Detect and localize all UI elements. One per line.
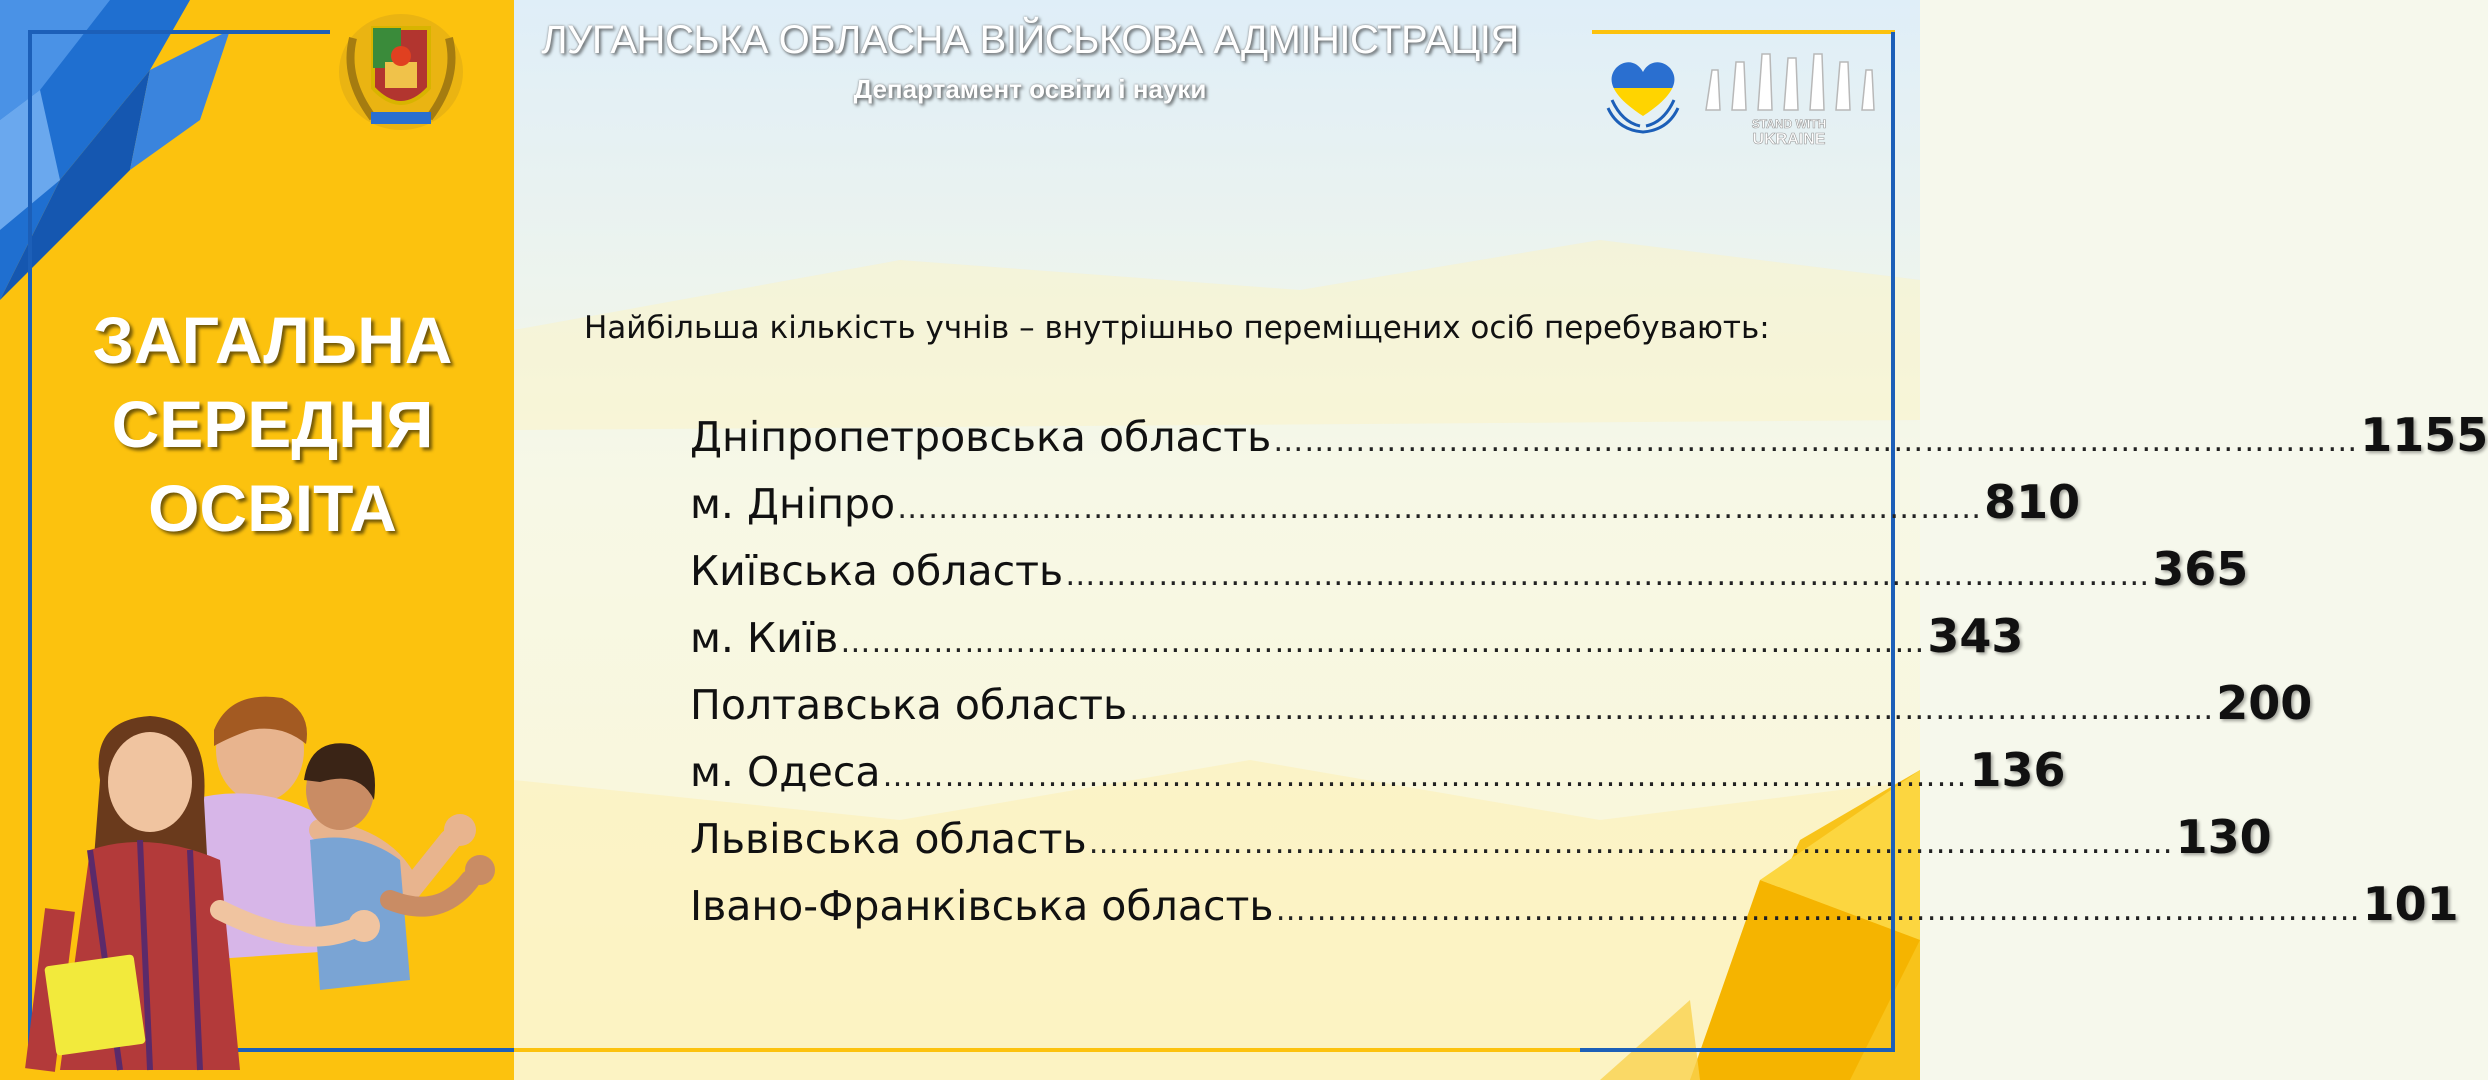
- list-item: [690, 408, 2488, 475]
- region-name: Дніпропетровська область: [690, 413, 1272, 461]
- list-item: [690, 676, 2313, 743]
- region-count: 136: [1969, 743, 2066, 797]
- leader-dots: ……………………………………………………………………………………………: [897, 491, 1983, 526]
- luhansk-coat-of-arms-icon: [333, 8, 469, 136]
- list-item: [690, 542, 2249, 609]
- leader-dots: ……………………………………………………………………………………………: [882, 759, 1968, 794]
- department-subtitle: Департамент освіти і науки: [853, 74, 1207, 104]
- list-item: [690, 810, 2272, 877]
- ukraine-heart-hands-icon: [1602, 56, 1684, 140]
- list-item: [690, 475, 2081, 542]
- region-count: 101: [2362, 877, 2459, 931]
- region-count: 130: [2175, 810, 2272, 864]
- list-item: [690, 609, 2024, 676]
- leader-dots: ……………………………………………………………………………………………: [1273, 424, 2359, 459]
- region-count: 200: [2216, 676, 2313, 730]
- region-name: Львівська область: [690, 815, 1087, 863]
- region-name: Полтавська область: [690, 681, 1128, 729]
- section-title: [0, 298, 545, 550]
- region-name: м. Дніпро: [690, 480, 896, 528]
- list-item: [690, 877, 2459, 944]
- section-title-line-3: ОСВІТА: [148, 471, 397, 545]
- section-title-line-1: ЗАГАЛЬНА: [92, 303, 453, 377]
- leader-dots: ……………………………………………………………………………………………: [840, 625, 1926, 660]
- region-name: Київська область: [690, 547, 1064, 595]
- leader-dots: ……………………………………………………………………………………………: [1065, 558, 2151, 593]
- leader-dots: ……………………………………………………………………………………………: [1275, 893, 2361, 928]
- region-count: 810: [1984, 475, 2081, 529]
- organization-title: ЛУГАНСЬКА ОБЛАСНА ВІЙСЬКОВА АДМІНІСТРАЦІЯ: [541, 18, 1519, 62]
- region-count: 365: [2152, 542, 2249, 596]
- region-count: 343: [1927, 609, 2024, 663]
- svg-text:STAND WITH: STAND WITH: [1751, 117, 1827, 131]
- region-name: м. Одеса: [690, 748, 881, 796]
- svg-text:UKRAINE: UKRAINE: [1752, 131, 1826, 148]
- leader-dots: ……………………………………………………………………………………………: [1088, 826, 2174, 861]
- region-name: м. Київ: [690, 614, 839, 662]
- region-list: [690, 408, 2488, 944]
- leader-dots: ……………………………………………………………………………………………: [1129, 692, 2215, 727]
- region-name: Івано-Франківська область: [690, 882, 1274, 930]
- list-item: [690, 743, 2066, 810]
- section-title-line-2: СЕРЕДНЯ: [111, 387, 434, 461]
- stand-with-ukraine-icon: [1696, 50, 1882, 146]
- intro-text: Найбільша кількість учнів – внутрішньо переміщених осіб перебувають:: [584, 310, 1770, 346]
- region-count: 1155: [2360, 408, 2488, 462]
- students-illustration: [20, 690, 520, 1070]
